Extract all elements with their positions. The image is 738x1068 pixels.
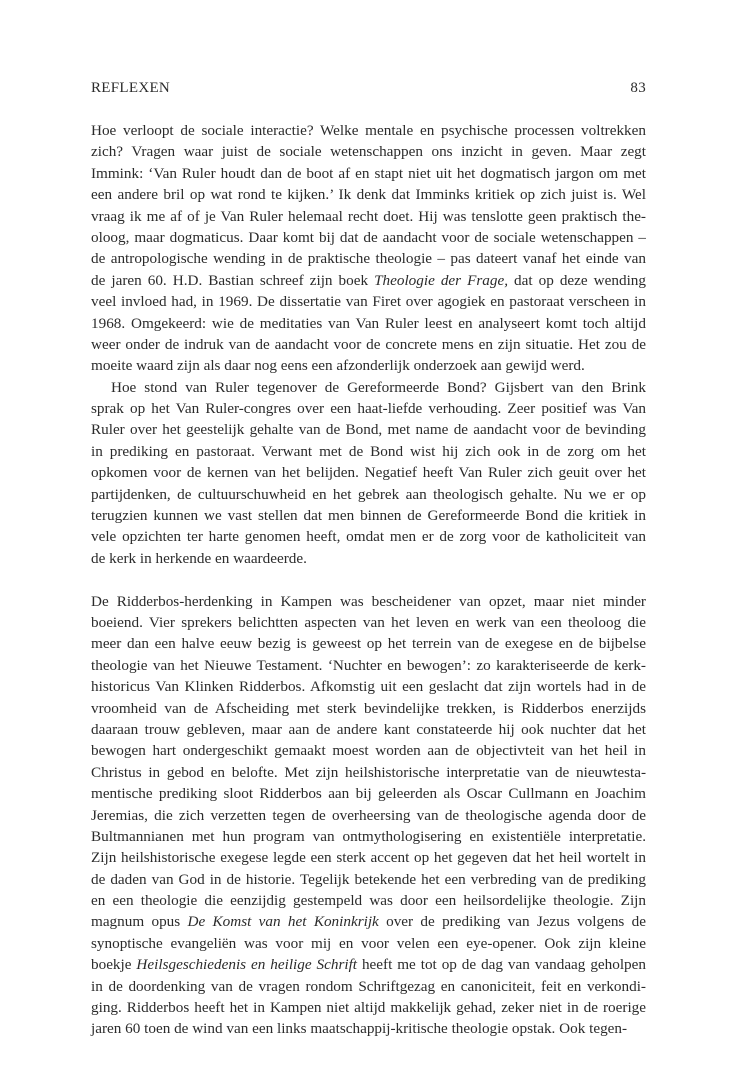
text-line — [91, 997, 646, 1018]
text-line — [91, 783, 646, 804]
text-line — [91, 976, 646, 997]
text-line — [91, 911, 646, 932]
text-line — [91, 591, 646, 612]
text-line — [91, 719, 646, 740]
text-run: veel invloed had, in 1969. De dissertatie van Firet over agogiek en pastoraat verscheen in — [91, 293, 646, 311]
text-line — [91, 163, 646, 184]
paragraph — [91, 377, 646, 570]
text-run: een andere bril op wat rond te kijken.’ Ik denk dat Imminks kritiek op zich juist is. Wel — [91, 186, 646, 204]
text-run: de jaren 60. H.D. Bastian schreef zijn boek — [91, 271, 375, 289]
text-run: bewogen hart ondergeschikt gemaakt moest worden aan de objectivteit van het heil in — [91, 742, 646, 760]
text-line — [91, 334, 646, 355]
text-line — [91, 141, 646, 162]
text-run: Zijn heilshistorische exegese legde een sterk accent op het gegeven dat het heil wortelt in — [91, 849, 646, 867]
text-run: Immink: ‘Van Ruler houdt dan de boot af en stapt niet uit het dogmatisch jargon om met — [91, 164, 646, 182]
text-line — [91, 526, 646, 547]
text-line — [91, 954, 646, 975]
text-line — [91, 847, 646, 868]
italic-title: Theologie der Frage, — [374, 271, 509, 289]
text-run: historicus Van Klinken Ridderbos. Afkomstig uit een geslacht dat zijn wortels had in de — [91, 678, 646, 696]
text-line — [91, 655, 646, 676]
text-run: moeite waard zijn als daar nog eens een afzonderlijk onderzoek aan gewijd werd. — [91, 357, 585, 375]
text-run: boekje — [91, 956, 137, 974]
text-run: opkomen voor de kernen van het belijden. Negatief heeft Van Ruler zich geuit over het — [91, 464, 646, 482]
text-line — [91, 740, 646, 761]
text-run: vele opzichten ter harte genomen heeft, omdat men er de zorg voor de katholiciteit van — [91, 528, 646, 546]
text-run: meer dan een halve eeuw bezig is geweest op het terrein van de exegese en de bijbelse — [91, 635, 646, 653]
text-line — [91, 206, 646, 227]
text-run: vroomheid van de Afscheiding met sterk bevindelijke trekken, is Ridderbos enerzijds — [91, 699, 646, 717]
text-line — [91, 484, 646, 505]
text-run: over de prediking van Jezus volgens de — [378, 913, 646, 931]
body-text — [91, 120, 646, 1040]
text-run: de kerk in herkende en waardeerde. — [91, 549, 307, 567]
text-run: magnum opus — [91, 913, 188, 931]
text-run: Jeremias, die zich verzetten tegen de overheersing van de theologische agenda door de — [91, 806, 646, 824]
text-run: Hoe verloopt de sociale interactie? Welke mentale en psychische processen voltrekken — [91, 122, 646, 139]
text-line — [91, 633, 646, 654]
text-line — [91, 227, 646, 248]
text-line — [91, 419, 646, 440]
text-run: 1968. Omgekeerd: wie de meditaties van Van Ruler leest en analyseert komt toch altijd — [91, 314, 646, 332]
text-line — [91, 120, 646, 141]
text-line — [91, 377, 646, 398]
text-run: terugzien kunnen we vast stellen dat men binnen de Gereformeerde Bond die kritiek in — [91, 507, 646, 525]
text-line — [91, 355, 646, 376]
text-line — [91, 441, 646, 462]
italic-title: Heilsgeschiedenis en heilige Schrift — [136, 956, 358, 974]
paragraph — [91, 120, 646, 377]
text-run: ging. Ridderbos heeft het in Kampen niet altijd makkelijk gehad, zeker niet in de roerige — [91, 999, 646, 1017]
text-run: in prediking en pastoraat. Verwant met de Bond wist hij zich ook in de zorg om het — [91, 442, 646, 460]
text-line — [91, 313, 646, 334]
text-run: Christus in gebod en belofte. Met zijn heilshistorische interpretatie van de nieuwtesta- — [91, 763, 646, 781]
text-line — [91, 548, 646, 569]
text-run: synoptische evangeliën was voor mij en voor velen een eye-opener. Ook zijn kleine — [91, 934, 646, 952]
text-line — [91, 826, 646, 847]
text-run: Hoe stond van Ruler tegenover de Gereformeerde Bond? Gijsbert van den Brink — [111, 378, 646, 396]
text-line — [91, 462, 646, 483]
text-run: daaraan trouw gebleven, maar aan de andere kant constateerde hij ook nuchter dat het — [91, 720, 646, 738]
text-run: Ruler over het geestelijk gehalte van de Bond, met name de aandacht voor de bevinding — [91, 421, 646, 439]
text-run: dat op deze wending — [508, 271, 646, 289]
text-line — [91, 248, 646, 269]
text-line — [91, 1018, 646, 1039]
text-run: oloog, maar dogmaticus. Daar komt bij dat de aandacht voor de sociale wetenschappen – — [91, 228, 646, 246]
text-run: mentische prediking sloot Ridderbos aan bij geleerden als Oscar Cullmann en Joachim — [91, 785, 646, 803]
text-line — [91, 184, 646, 205]
text-line — [91, 698, 646, 719]
text-line — [91, 933, 646, 954]
text-run: sprak op het Van Ruler-congres over een haat-liefde verhouding. Zeer positief was Van — [91, 400, 646, 418]
text-run: theologie van het Nieuwe Testament. ‘Nuchter en bewogen’: zo karakteriseerde de kerk- — [91, 656, 646, 674]
text-line — [91, 762, 646, 783]
text-line — [91, 291, 646, 312]
text-run: Bultmannianen met hun program van ontmythologisering en existentiële interpretatie. — [91, 827, 646, 845]
text-run: boeiend. Vier sprekers belichtten aspecten van het leven en werk van een theoloog die — [91, 613, 646, 631]
text-line — [91, 890, 646, 911]
text-line — [91, 805, 646, 826]
page-number: 83 — [630, 80, 646, 96]
text-line — [91, 505, 646, 526]
text-run: en een theologie die eenzijdig gestempeld was door een heilsordelijke theologie. Zijn — [91, 892, 646, 910]
running-title: REFLEXEN — [91, 80, 171, 96]
text-run: de daden van God in de historie. Tegelijk betekende het een verbreding van de prediking — [91, 870, 646, 888]
text-run: heeft me tot op de dag van vandaag geholpen — [357, 956, 646, 974]
text-run: jaren 60 toen de wind van een links maatschappij-kritische theologie opstak. Ook tegen- — [91, 1020, 628, 1038]
text-line — [91, 676, 646, 697]
text-line — [91, 612, 646, 633]
text-run: De Ridderbos-herdenking in Kampen was bescheidener van opzet, maar niet minder — [91, 592, 646, 610]
text-run: weer onder de indruk van de aandacht voor de concrete mens en zijn situatie. Het zou de — [91, 335, 646, 353]
text-run: vraag ik me af of je Van Ruler helemaal recht doet. Hij was tenslotte geen praktisch the- — [91, 207, 646, 225]
text-run: de antropologische wending in de praktische theologie – pas dateert vanaf het einde van — [91, 250, 646, 268]
italic-title: De Komst van het Koninkrijk — [187, 913, 379, 931]
text-line — [91, 270, 646, 291]
text-line — [91, 869, 646, 890]
text-run: in de doordenking van de vragen rondom Schriftgezag en canoniciteit, feit en verkondi- — [91, 977, 646, 995]
paragraph — [91, 591, 646, 1040]
paragraph-gap — [91, 569, 646, 590]
text-line — [91, 398, 646, 419]
text-run: zich? Vragen waar juist de sociale wetenschappen ons inzicht in geven. Maar zegt — [91, 143, 646, 161]
text-run: partijdenken, de cultuurschuwheid en het gebrek aan theologisch gehalte. Nu we er op — [91, 485, 646, 503]
